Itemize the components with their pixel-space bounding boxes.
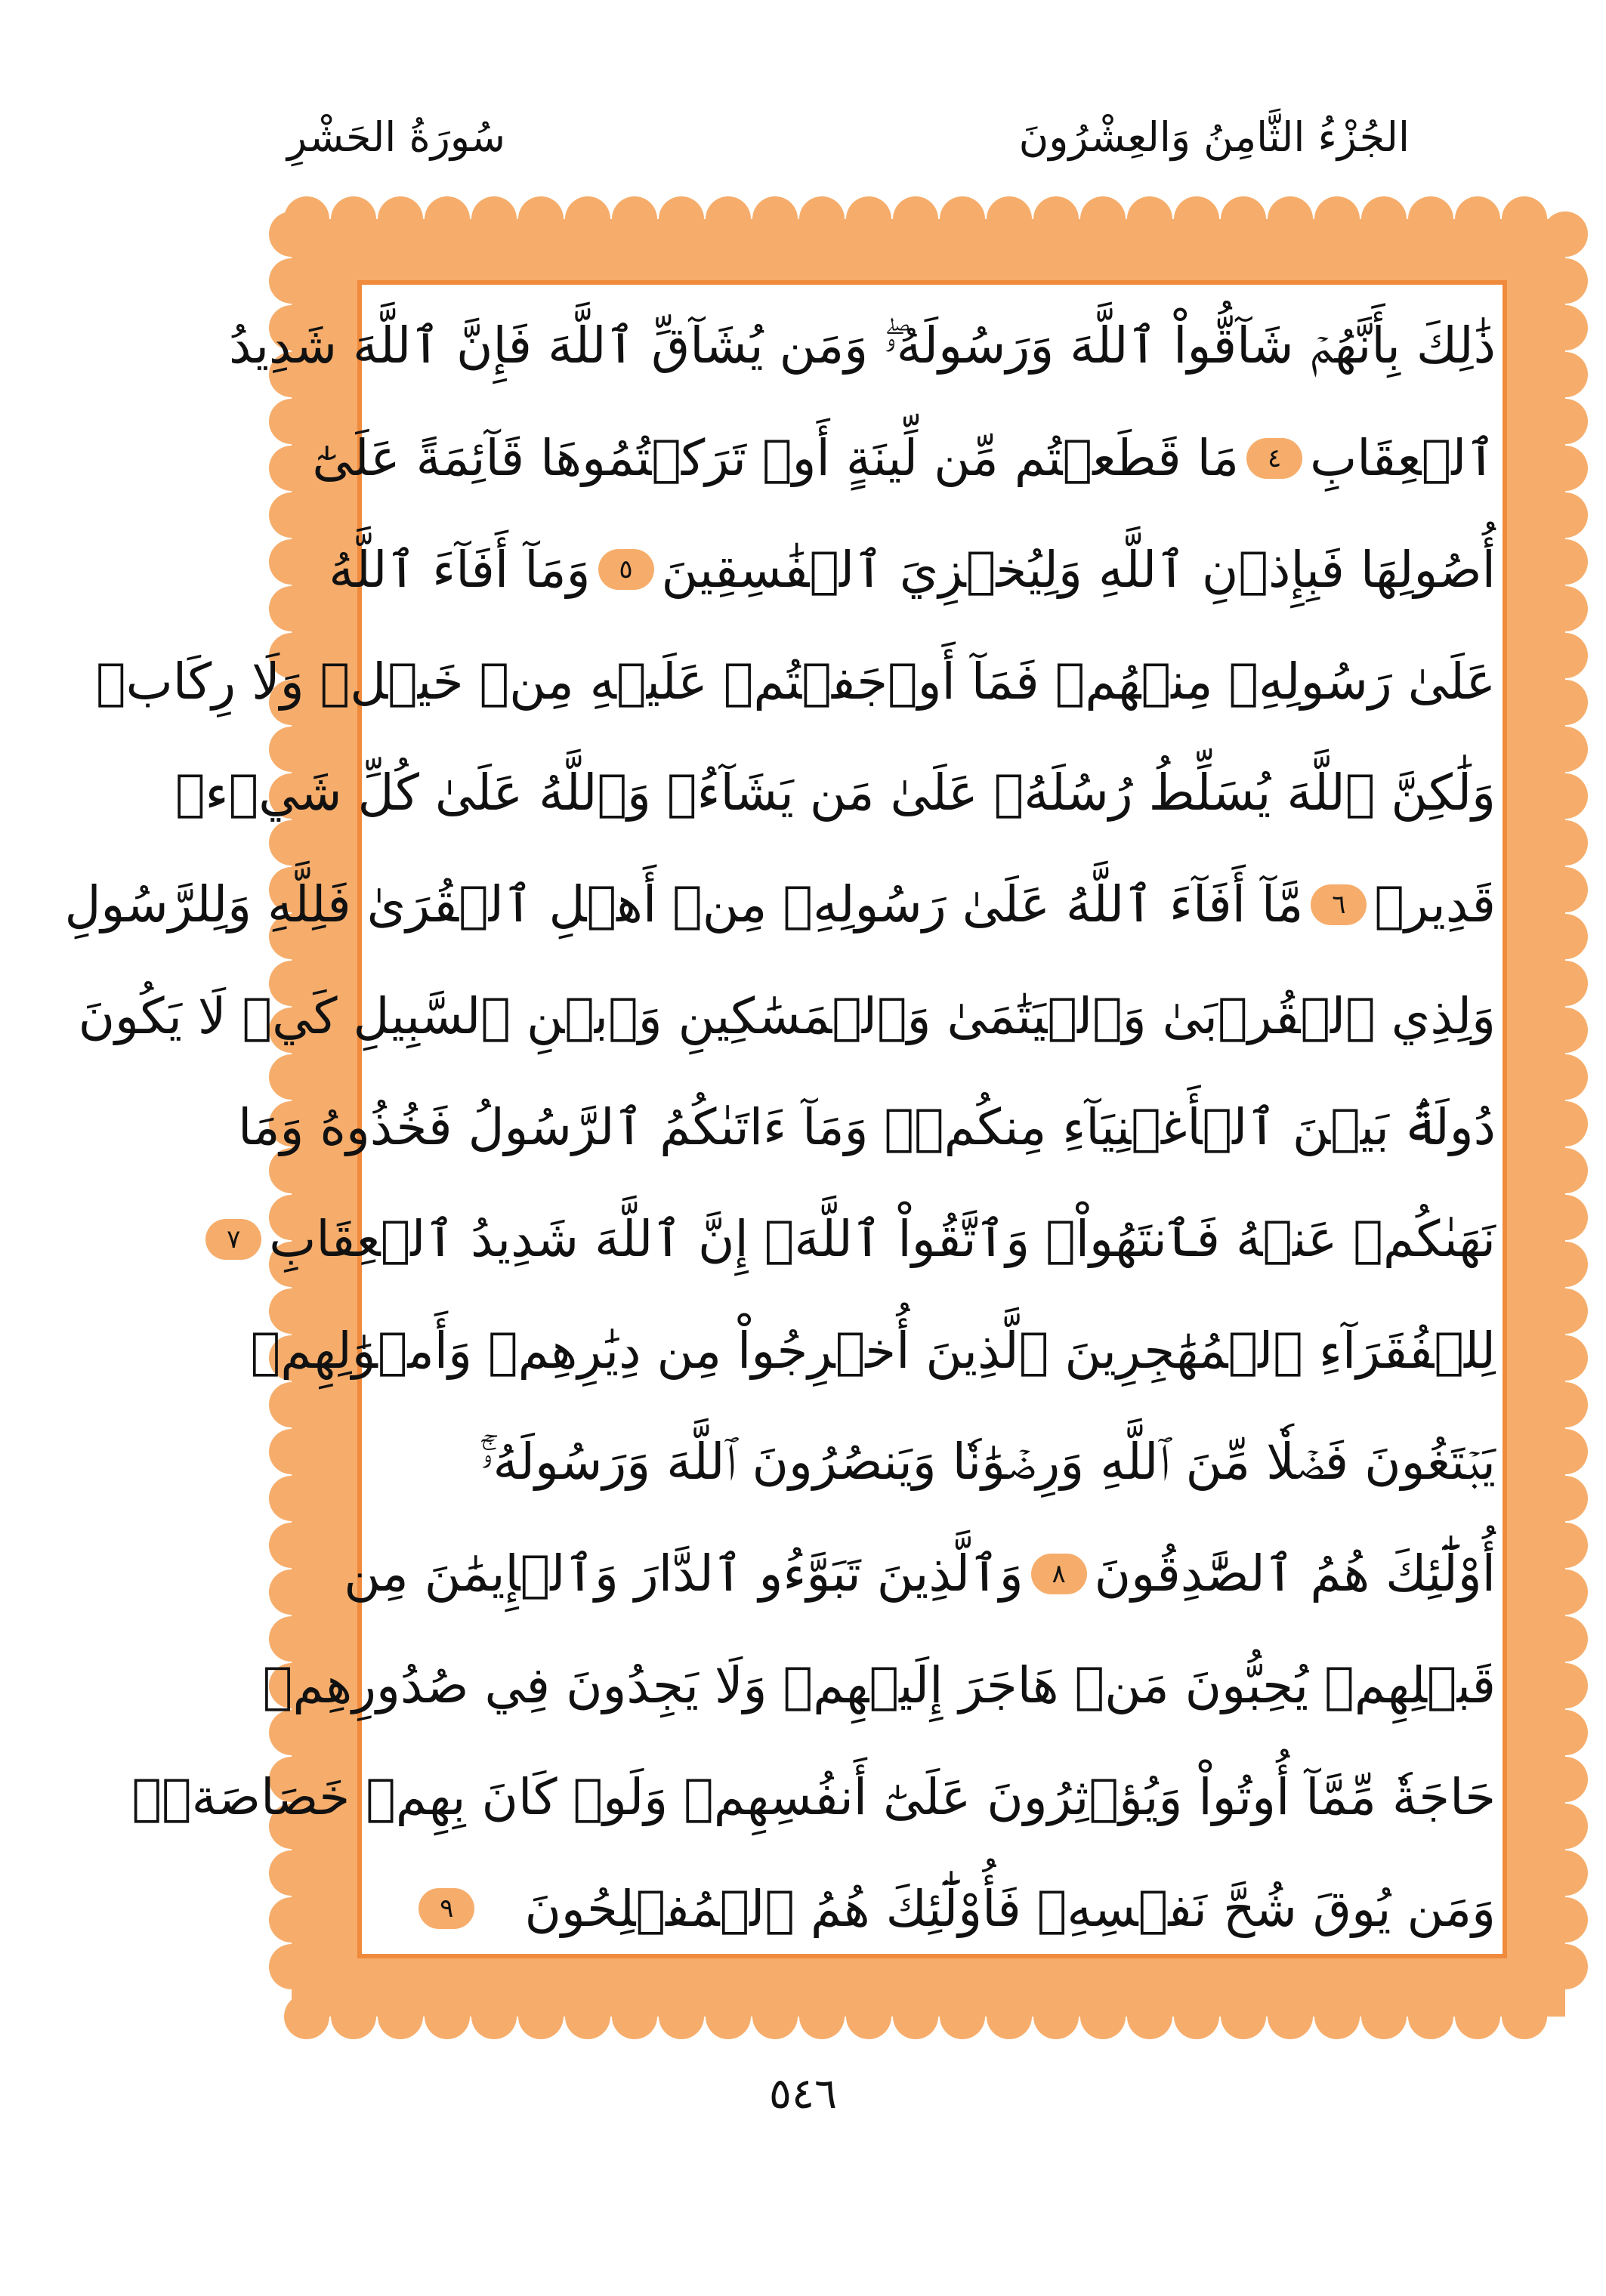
verse-text: أُصُولِهَا فَبِإِذۡنِ ٱللَّهِ وَلِيُخۡزِيَ ٱلۡفَٰسِقِينَ (661, 540, 1496, 599)
verse-text: يَبۡتَغُونَ فَضۡلٗا مِّنَ ٱللَّهِ وَرِضۡوَٰنٗا وَيَنصُرُونَ ٱللَّهَ وَرَسُولَهُۥٓۚ (480, 1432, 1496, 1491)
text-line (250, 1295, 1496, 1407)
ayah-number-marker: ٥ (598, 549, 654, 590)
text-line (95, 625, 1496, 737)
text-line (238, 1072, 1496, 1183)
verse-text: ٱلۡعِقَابِ (1310, 429, 1496, 488)
text-line (344, 1518, 1496, 1630)
juz-header: الجُزْءُ الثَّامِنُ وَالعِشْرُونَ (1018, 113, 1410, 161)
verse-text: حَاجَةٗ مِّمَّآ أُوتُواْ وَيُؤۡثِرُونَ عَلَىٰٓ أَنفُسِهِمۡ وَلَوۡ كَانَ بِهِمۡ خَصَاصَةٞۚ (131, 1767, 1496, 1826)
surah-header: سُورَةُ الحَشْرِ (287, 113, 505, 161)
verse-text: مَا قَطَعۡتُم مِّن لِّينَةٍ أَوۡ تَرَكۡتُمُوهَا قَآئِمَةً عَلَىٰٓ (312, 429, 1240, 488)
verse-text: أُوْلَٰٓئِكَ هُمُ ٱلصَّٰدِقُونَ (1094, 1545, 1496, 1603)
text-line (369, 1406, 1496, 1518)
ayah-number-marker: ٤ (1246, 438, 1302, 479)
verse-text: عَلَىٰ رَسُولِهِۦ مِنۡهُمۡ فَمَآ أَوۡجَفۡتُمۡ عَلَيۡهِ مِنۡ خَيۡلٖ وَلَا رِكَابٖ (95, 652, 1496, 711)
ayah-number-marker: ٧ (205, 1219, 261, 1260)
verse-text: نَهَىٰكُمۡ عَنۡهُ فَٱنتَهُواْۚ وَٱتَّقُواْ ٱللَّهَۖ إِنَّ ٱللَّهَ شَدِيدُ ٱلۡعِقَابِ (269, 1210, 1496, 1269)
verse-text: دُولَةَۢ بَيۡنَ ٱلۡأَغۡنِيَآءِ مِنكُمۡۚ وَمَآ ءَاتَىٰكُمُ ٱلرَّسُولُ فَخُذُوهُ وَمَا (238, 1098, 1496, 1157)
verse-text: لِلۡفُقَرَآءِ ٱلۡمُهَٰجِرِينَ ٱلَّذِينَ أُخۡرِجُواْ مِن دِيَٰرِهِمۡ وَأَمۡوَٰلِهِمۡ (250, 1321, 1496, 1380)
verse-text: قَبۡلِهِمۡ يُحِبُّونَ مَنۡ هَاجَرَ إِلَيۡهِمۡ وَلَا يَجِدُونَ فِي صُدُورِهِمۡ (262, 1656, 1496, 1715)
text-line (131, 1742, 1496, 1853)
verse-text: وَلِذِي ٱلۡقُرۡبَىٰ وَٱلۡيَتَٰمَىٰ وَٱلۡمَسَٰكِينِ وَٱبۡنِ ٱلسَّبِيلِ كَيۡ لَا يَكُونَ (78, 986, 1496, 1045)
verse-text: ذَٰلِكَ بِأَنَّهُمۡ شَآقُّواْ ٱللَّهَ وَرَسُولَهُۥۖ وَمَن يُشَآقِّ ٱللَّهَ فَإِنَّ ٱللَّهَ شَدِيدُ (229, 316, 1496, 375)
text-line (227, 1183, 1496, 1295)
verse-text: وَلَٰكِنَّ ٱللَّهَ يُسَلِّطُ رُسُلَهُۥ عَلَىٰ مَن يَشَآءُۚ وَٱللَّهُ عَلَىٰ كُلِّ شَيۡءٖ (174, 764, 1496, 822)
text-line (312, 403, 1496, 514)
text-line (229, 291, 1496, 403)
text-line (174, 737, 1496, 849)
text-line (329, 514, 1496, 625)
verse-text: وَٱلَّذِينَ تَبَوَّءُو ٱلدَّارَ وَٱلۡإِيمَٰنَ مِن (344, 1545, 1024, 1603)
verse-text: وَمَآ أَفَآءَ ٱللَّهُ (329, 540, 591, 599)
verse-text: مَّآ أَفَآءَ ٱللَّهُ عَلَىٰ رَسُولِهِۦ مِنۡ أَهۡلِ ٱلۡقُرَىٰ فَلِلَّهِ وَلِلرَّسُولِ (64, 875, 1304, 934)
text-line (78, 960, 1496, 1072)
text-line (64, 849, 1496, 961)
verse-text: قَدِيرٞ (1374, 875, 1496, 934)
ayah-number-marker: ٦ (1311, 884, 1367, 925)
text-line (262, 1630, 1496, 1742)
quran-text-area (64, 291, 1496, 2058)
ayah-number-marker: ٩ (418, 1888, 474, 1929)
verse-text: وَمَن يُوقَ شُحَّ نَفۡسِهِۦ فَأُوْلَٰٓئِكَ هُمُ ٱلۡمُفۡلِحُونَ (524, 1879, 1496, 1938)
ayah-number-marker: ٨ (1031, 1554, 1087, 1594)
text-line (369, 1853, 1496, 1964)
page-number: ٥٤٦ (768, 2069, 838, 2119)
